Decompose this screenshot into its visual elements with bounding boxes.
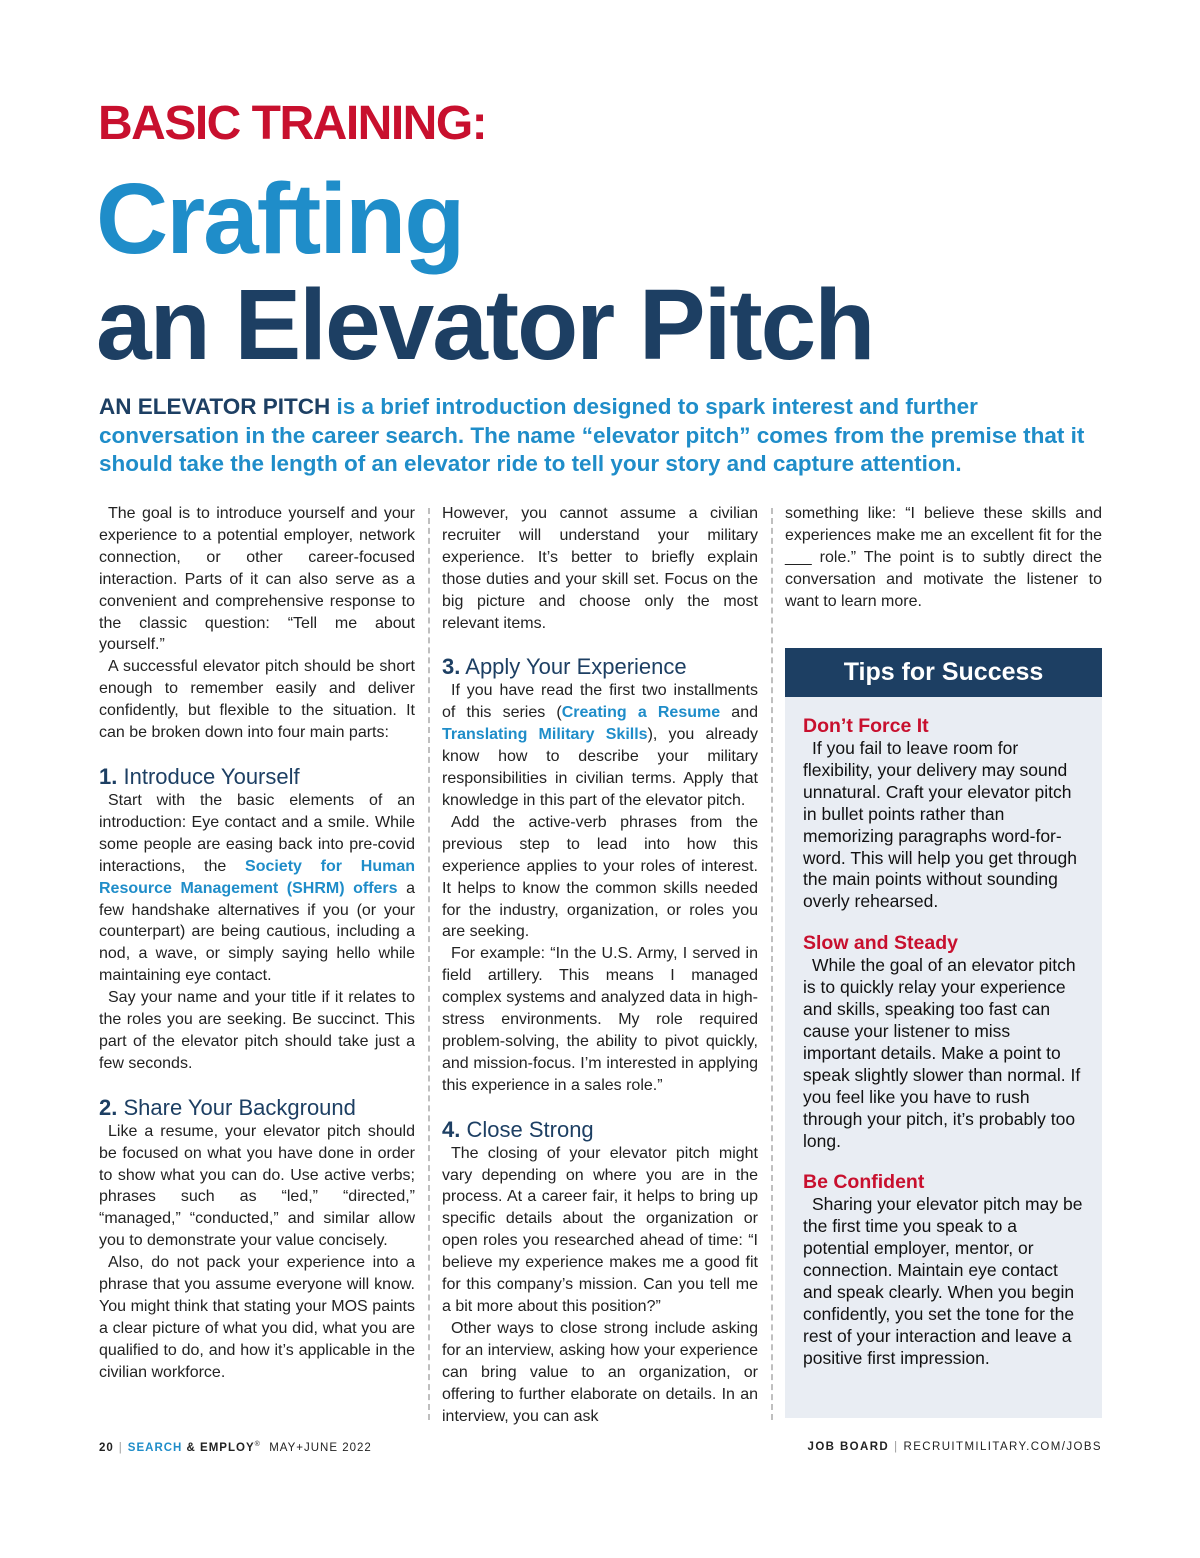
body-paragraph: However, you cannot assume a civilian recruiter will understand your military experience. It’s better to briefly explain those duties and your skill set. Focus on the big picture and choose only the most relevant items. (442, 505, 758, 632)
section-heading-introduce (99, 764, 415, 790)
body-paragraph: Other ways to close strong include asking for an interview, asking how your experience can bring value to an organization, or offering to further elaborate on details. In an interview, you can ask (442, 1319, 758, 1425)
publication-name: SEARCH (127, 1441, 183, 1454)
text-run: ), you already know how to describe your military responsibilities in civilian terms. Apply that knowledge in this part of the elevator pitch. (442, 726, 758, 809)
kicker: BASIC TRAINING: (98, 97, 487, 150)
footer-right (808, 1441, 1102, 1453)
tip-heading: Be Confident (803, 1171, 925, 1194)
intro-lead: AN ELEVATOR PITCH (99, 394, 331, 419)
section-heading-apply (442, 654, 758, 680)
section-title: Apply Your Experience (465, 654, 687, 680)
tip-heading: Don’t Force It (803, 715, 929, 737)
section-title: Introduce Yourself (123, 763, 300, 789)
text-run: If you have read the first two installments of this series ( (442, 682, 758, 722)
section-number: 2. (99, 1094, 118, 1120)
registered-mark: ® (254, 1441, 261, 1448)
translating-skills-link[interactable]: Translating Military Skills (442, 726, 648, 744)
tips-title: Tips for Success (785, 648, 1102, 697)
body-paragraph: something like: “I believe these skills and experiences make me an excellent fit for the ___ role.” The point is to subtly direct the conversation and motivate the listener to want to learn more. (785, 505, 1102, 610)
issue-date: MAY+JUNE 2022 (269, 1441, 372, 1454)
column-1 (99, 503, 415, 1384)
shrm-link[interactable]: Society for Human Resource Management (SHRM) offers (99, 857, 415, 897)
section-number: 1. (99, 763, 118, 789)
body-paragraph (99, 790, 415, 987)
section-number: 4. (442, 1116, 461, 1142)
column-divider (428, 508, 430, 1420)
section-heading-close (442, 1117, 758, 1143)
publication-name-rest: & EMPLOY (182, 1441, 255, 1454)
column-3 (785, 503, 1102, 613)
footer-left (99, 1441, 372, 1454)
text-run: and (720, 704, 759, 722)
body-paragraph: The closing of your elevator pitch might vary depending on where you are in the process. At a career fair, it helps to bring up specific details about the organization or open roles you researched ahead of time: “I believe my experience makes me a good fit for this company’s mission. Can you tell me a bit more about this position?” (442, 1144, 758, 1315)
tip-text: Sharing your elevator pitch may be the first time you speak to a potential employer, mentor, or connection. Maintain eye contact and speak clearly. When you begin confidently, you set the tone for the rest of your interaction and leave a positive first impression. (803, 1194, 1083, 1368)
section-title: Share Your Background (123, 1094, 356, 1120)
creating-resume-link[interactable]: Creating a Resume (561, 704, 721, 722)
intro-paragraph (99, 393, 1109, 479)
column-2 (442, 503, 758, 1427)
section-number: 3. (442, 654, 461, 680)
body-paragraph (442, 680, 758, 811)
text-run: a few handshake alternatives if you (or your counterpart) are being cautious, including a nod, a wave, or simply saying hello while maintaining eye contact. (99, 879, 415, 985)
tips-body (785, 697, 1102, 1370)
body-paragraph: Say your name and your title if it relates to the roles you are seeking. Be succinct. This part of the elevator pitch should take just a few seconds. (99, 989, 415, 1072)
footer-url[interactable]: RECRUITMILITARY.COM/JOBS (903, 1441, 1102, 1453)
tip-heading: Slow and Steady (803, 932, 958, 955)
footer-separator: | (894, 1441, 899, 1453)
title-line-1: Crafting (96, 163, 464, 275)
tips-sidebar (785, 648, 1102, 1418)
body-paragraph: Also, do not pack your experience into a phrase that you assume everyone will know. You might think that stating your MOS paints a clear picture of what you did, what you are qualified to do, and how it’s applicable in the civilian workforce. (99, 1254, 415, 1381)
section-title: Close Strong (466, 1116, 594, 1142)
section-heading-background (99, 1095, 415, 1121)
footer-section: JOB BOARD (807, 1441, 890, 1453)
intro-text: is a brief introduction designed to spark interest and further conversation in the career search. The name “elevator pitch” comes from the premise that it should take the length of an elevator ride to tell your story and capture attention. (99, 394, 1085, 476)
body-paragraph: A successful elevator pitch should be short enough to remember easily and deliver confidently, but flexible to the situation. It can be broken down into four main parts: (99, 658, 415, 742)
body-paragraph: Add the active-verb phrases from the previous step to lead into how this experience applies to your roles of interest. It helps to know the common skills needed for the industry, organization, or roles you are seeking. (442, 813, 758, 941)
tip-text: If you fail to leave room for flexibility, your delivery may sound unnatural. Craft your elevator pitch in bullet points rather than memorizing paragraphs word-for-word. This will help you get through the main points without sounding overly rehearsed. (803, 738, 1077, 912)
text-run: Start with the basic elements of an introduction: Eye contact and a smile. While some people are easing back into pre-covid interactions, the (99, 791, 415, 875)
footer-separator: | (118, 1441, 123, 1454)
tip-text: While the goal of an elevator pitch is to quickly relay your experience and skills, speaking too fast can cause your listener to miss important details. Make a point to speak slightly slower than normal. If you feel like you have to rush through your pitch, it’s probably too long. (803, 955, 1081, 1151)
column-divider (771, 508, 773, 1420)
body-paragraph: The goal is to introduce yourself and your experience to a potential employer, network connection, or other career-focused interaction. Parts of it can also serve as a convenient and comprehensive response to the classic question: “Tell me about yourself.” (99, 505, 415, 654)
title-line-2: an Elevator Pitch (96, 269, 874, 381)
body-paragraph: Like a resume, your elevator pitch should be focused on what you have done in order to show what you can do. Use active verbs; phrases such as “led,” “directed,” “managed,” “conducted,” and similar allow you to demonstrate your value concisely. (99, 1122, 415, 1250)
page-number: 20 (99, 1441, 114, 1454)
body-paragraph: For example: “In the U.S. Army, I served in field artillery. This means I managed complex systems and analyzed data in high-stress environments. My role required problem-solving, the ability to pivot quickly, and mission-focus. I’m interested in applying this experience in a sales role.” (442, 945, 758, 1094)
